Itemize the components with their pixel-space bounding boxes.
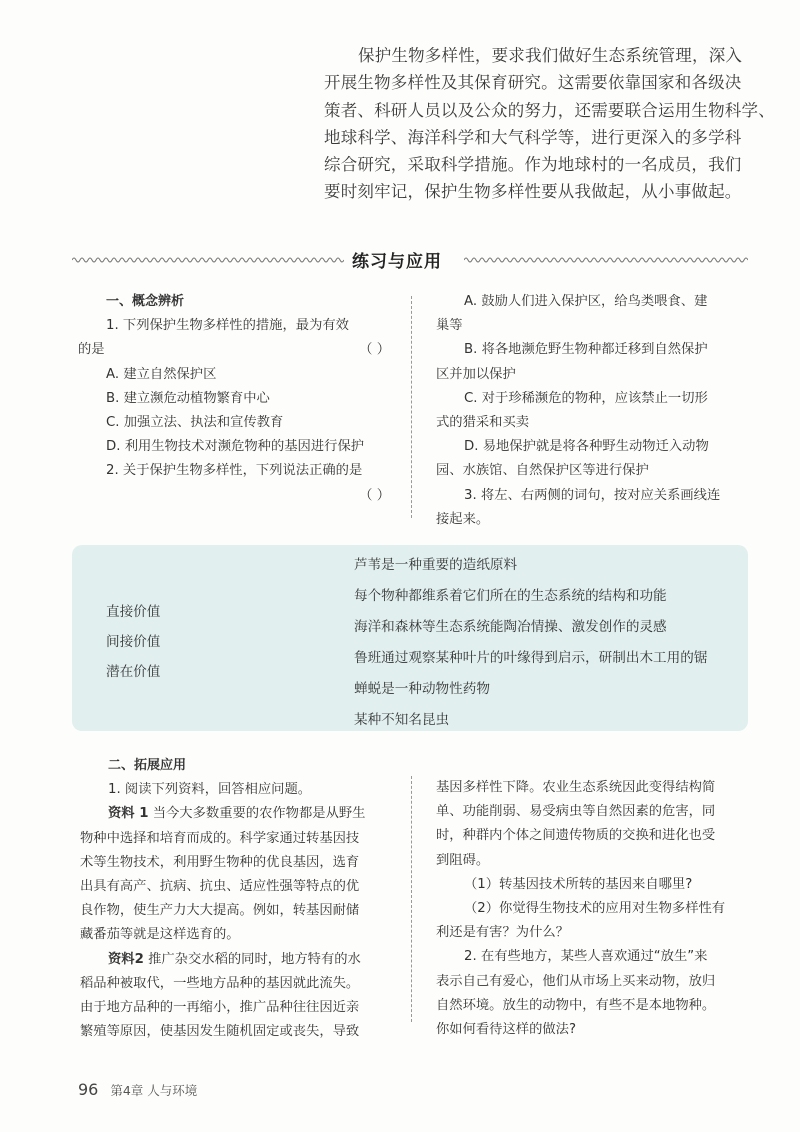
material-text: 稻品种被取代，一些地方品种的基因就此流失。	[80, 975, 360, 991]
answer-blank: （ ）	[359, 487, 390, 503]
material-text: 藏番茄等就是这样选育的。	[80, 927, 240, 943]
intro-line: 开展生物多样性及其保育研究。这需要依靠国家和各级决	[324, 73, 742, 93]
option: B. 将各地濒危野生物种都迁移到自然保护	[464, 342, 708, 358]
exercise-right-column	[436, 290, 756, 532]
matching-statement[interactable]: 芦苇是一种重要的造纸原料	[354, 557, 518, 573]
material-text: 单、功能削弱、易受病虫等自然因素的危害，同	[436, 804, 716, 820]
option: C. 加强立法、执法和宣传教育	[106, 415, 284, 431]
option: 巢等	[436, 318, 463, 334]
option: D. 利用生物技术对濒危物种的基因进行保护	[106, 439, 365, 455]
question-text: 1. 阅读下列资料，回答相应问题。	[108, 782, 312, 798]
intro-line: 地球科学、海洋科学和大气科学等，进行更深入的多学科	[324, 127, 742, 147]
page-number: 96	[78, 1080, 99, 1099]
material-text: 到阻碍。	[436, 852, 490, 868]
matching-statement[interactable]: 海洋和森林等生态系统能陶冶情操、激发创作的灵感	[354, 619, 667, 635]
wave-divider-left	[72, 256, 344, 264]
section-banner	[72, 244, 748, 276]
material-text: 繁殖等原因，使基因发生随机固定或丧失，导致	[80, 1024, 360, 1040]
intro-line: 策者、科研人员以及公众的努力，还需要联合运用生物科学、	[324, 100, 775, 120]
option: 式的猎采和买卖	[436, 415, 530, 431]
intro-paragraph	[324, 42, 775, 206]
material-text: 当今大多数重要的农作物都是从野生	[148, 806, 366, 822]
question-text: 2. 关于保护生物多样性，下列说法正确的是	[106, 463, 363, 479]
option: 园、水族馆、自然保护区等进行保护	[436, 463, 649, 479]
matching-statement[interactable]: 每个物种都维系着它们所在的生态系统的结构和功能	[354, 588, 667, 604]
matching-statement[interactable]: 鲁班通过观察某种叶片的叶缘得到启示，研制出木工用的锯	[354, 650, 708, 666]
option: C. 对于珍稀濒危的物种，应该禁止一切形	[464, 390, 708, 406]
matching-statement[interactable]: 蝉蜕是一种动物性药物	[354, 681, 490, 697]
sub-question: （2）你觉得生物技术的应用对生物多样性有	[464, 901, 726, 917]
material-text: 推广杂交水稻的同时，地方特有的水	[143, 951, 361, 967]
intro-line: 综合研究，采取科学措施。作为地球村的一名成员，我们	[324, 155, 742, 175]
material-text: 良作物，使生产力大大提高。例如，转基因耐储	[80, 903, 360, 919]
material-text: 基因多样性下降。农业生态系统因此变得结构简	[436, 780, 716, 795]
section-title: 练习与应用	[352, 252, 442, 272]
option: A. 鼓励人们进入保护区，给鸟类喂食、建	[464, 294, 708, 309]
material-1-first-line	[80, 802, 398, 826]
question-text: 接起来。	[436, 511, 490, 527]
material-text: 出具有高产、抗病、抗虫、适应性强等特点的优	[80, 879, 360, 895]
question-text: 自然环境。放生的动物中，有些不是本地物种。	[436, 997, 716, 1013]
option: B. 建立濒危动植物繁育中心	[106, 390, 270, 406]
sub-question: （1）转基因技术所转的基因来自哪里?	[464, 876, 693, 892]
material-text: 由于地方品种的一再缩小，推广品种往往因近亲	[80, 1000, 360, 1016]
column-divider	[411, 776, 412, 1022]
intro-line: 保护生物多样性，要求我们做好生态系统管理，深入	[358, 46, 743, 65]
material-text: 术等生物技术，利用野生物种的优良基因，选育	[80, 854, 360, 870]
question-text: 1. 下列保护生物多样性的措施，最为有效	[106, 318, 349, 334]
question-text: 2. 在有些地方，某些人喜欢通过“放生”来	[464, 949, 708, 965]
question-text	[78, 484, 390, 508]
column-divider	[411, 296, 412, 518]
question-text-cont: 的是	[78, 342, 105, 358]
exercise-left-column	[78, 290, 390, 508]
value-type-indirect[interactable]: 间接价值	[106, 634, 161, 650]
matching-statement[interactable]: 某种不知名昆虫	[354, 712, 450, 728]
question-text: 表示自己有爱心，他们从市场上买来动物，放归	[436, 973, 716, 989]
material-label: 资料2	[108, 951, 144, 967]
value-type-direct[interactable]: 直接价值	[106, 604, 161, 620]
option: A. 建立自然保护区	[106, 366, 217, 382]
option: 区并加以保护	[436, 366, 516, 382]
extension-right-column	[436, 776, 754, 1042]
question-text: 你如何看待这样的做法?	[436, 1022, 577, 1038]
wave-divider-right	[464, 256, 748, 264]
intro-line: 要时刻牢记，保护生物多样性要从我做起，从小事做起。	[324, 182, 742, 202]
answer-blank: （ ）	[359, 342, 390, 358]
page-footer	[78, 1080, 197, 1099]
material-2-first-line	[80, 948, 398, 972]
matching-box	[72, 545, 748, 731]
question-text	[78, 338, 390, 362]
extension-left-column	[80, 754, 398, 1044]
section-heading: 二、拓展应用	[108, 758, 187, 773]
question-text: 3. 将左、右两侧的词句，按对应关系画线连	[464, 487, 721, 503]
material-text: 物种中选择和培育而成的。科学家通过转基因技	[80, 830, 360, 846]
value-type-potential[interactable]: 潜在价值	[106, 664, 161, 680]
sub-question: 利还是有害？为什么？	[436, 925, 569, 941]
material-text: 时，种群内个体之间遗传物质的交换和进化也受	[436, 828, 716, 844]
chapter-title: 第4章 人与环境	[110, 1083, 198, 1098]
option: D. 易地保护就是将各种野生动物迁入动物	[464, 439, 709, 455]
material-label: 资料 1	[108, 806, 149, 822]
section-heading: 一、概念辨析	[106, 294, 185, 309]
